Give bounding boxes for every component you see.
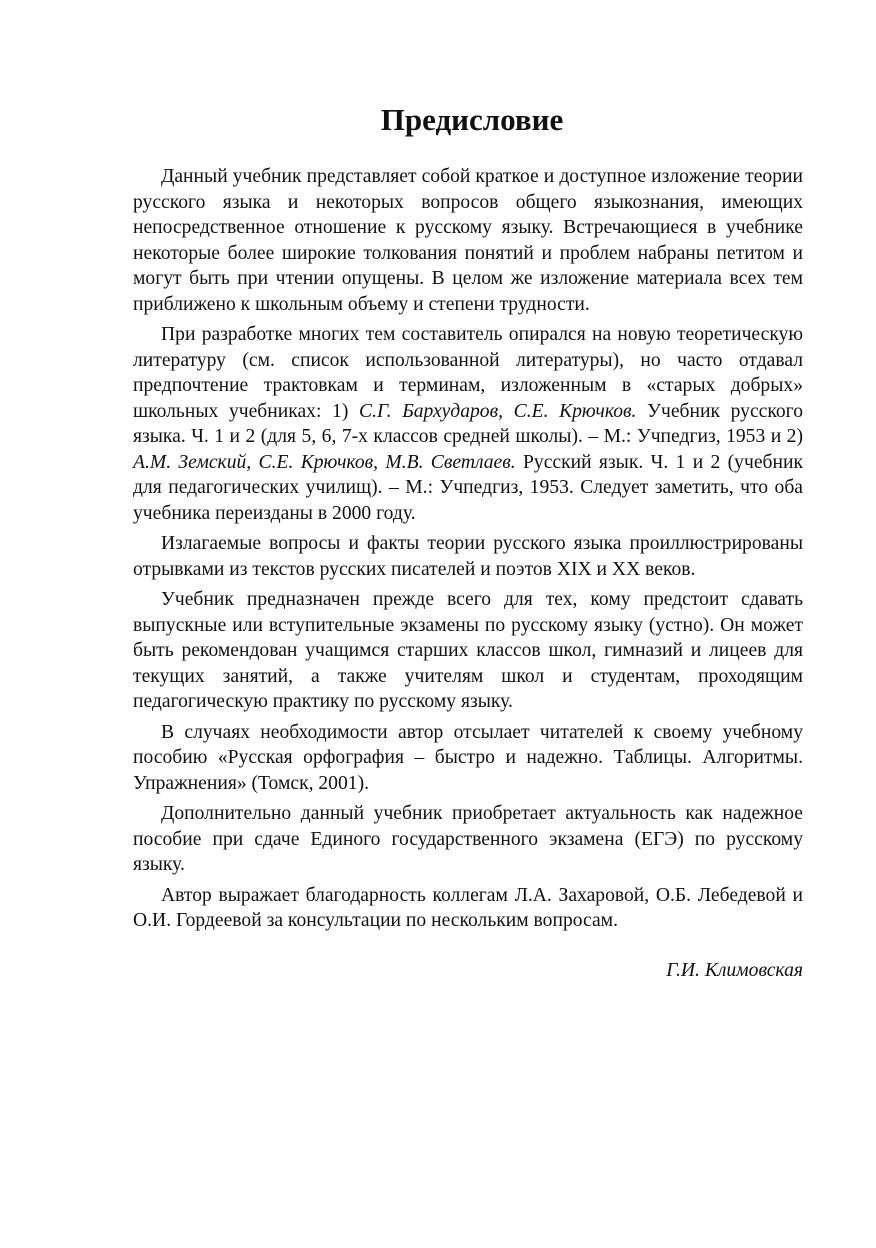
paragraph-4: Учебник предназначен прежде всего для тех, кому предстоит сдавать выпускные или вступительные экзамены по русскому языку (устно). Он может быть рекомендован учащимся старших классов школ, гимназий и лицеев для текущих занятий, а также учителям школ и студентам, проходящим педагогическую практику по русскому языку.: [133, 589, 803, 712]
paragraph-2-text-3: Русский язык. Ч. 1 и 2 (учебник для педагогических училищ). – М.: Учпедгиз, 1953. Следует заметить, что оба учебника переизданы в 2000 году.: [133, 451, 803, 524]
page-title: Предисловие: [380, 102, 564, 137]
paragraph-6: Дополнительно данный учебник приобретает актуальность как надежное пособие при сдаче Единого государственного экзамена (ЕГЭ) по русскому языку.: [133, 803, 803, 875]
paragraph-3: Излагаемые вопросы и факты теории русского языка проиллюстрированы отрывками из текстов русских писателей и поэтов XIX и XX веков.: [133, 533, 803, 580]
paragraph-7: Автор выражает благодарность коллегам Л.А. Захаровой, О.Б. Лебедевой и О.И. Гордеевой за консультации по нескольким вопросам.: [133, 884, 803, 931]
author-signature: Г.И. Климовская: [666, 959, 803, 981]
paragraph-2-authors-2: А.М. Земский, С.Е. Крючков, М.В. Светлаев.: [133, 451, 516, 473]
paragraph-2-text-2: Учебник русского языка. Ч. 1 и 2 (для 5, 6, 7-х классов средней школы). – М.: Учпедгиз, 1953 и 2): [133, 400, 804, 447]
paragraph-2-authors-1: С.Г. Бархударов, С.Е. Крючков.: [359, 400, 637, 422]
paragraph-1: Данный учебник представляет собой краткое и доступное изложение теории русского языка и некоторых вопросов общего языкознания, имеющих непосредственное отношение к русскому языку. Встречающиеся в учебнике некоторые более широкие толкования понятий и проблем набраны петитом и могут быть при чтении опущены. В целом же изложение материала всех тем приближено к школьным объему и степени трудности.: [133, 166, 803, 315]
paragraph-5: В случаях необходимости автор отсылает читателей к своему учебному пособию «Русская орфография – быстро и надежно. Таблицы. Алгоритмы. Упражнения» (Томск, 2001).: [133, 721, 803, 794]
paragraph-2-text-1: При разработке многих тем составитель опирался на новую теоретическую литературу (см. список использованной литературы), но часто отдавал предпочтение трактовкам и терминам, изложенным в «старых добрых» школьных учебниках: 1): [133, 324, 803, 422]
paragraph-2: [133, 322, 803, 526]
document-page: [133, 100, 803, 983]
